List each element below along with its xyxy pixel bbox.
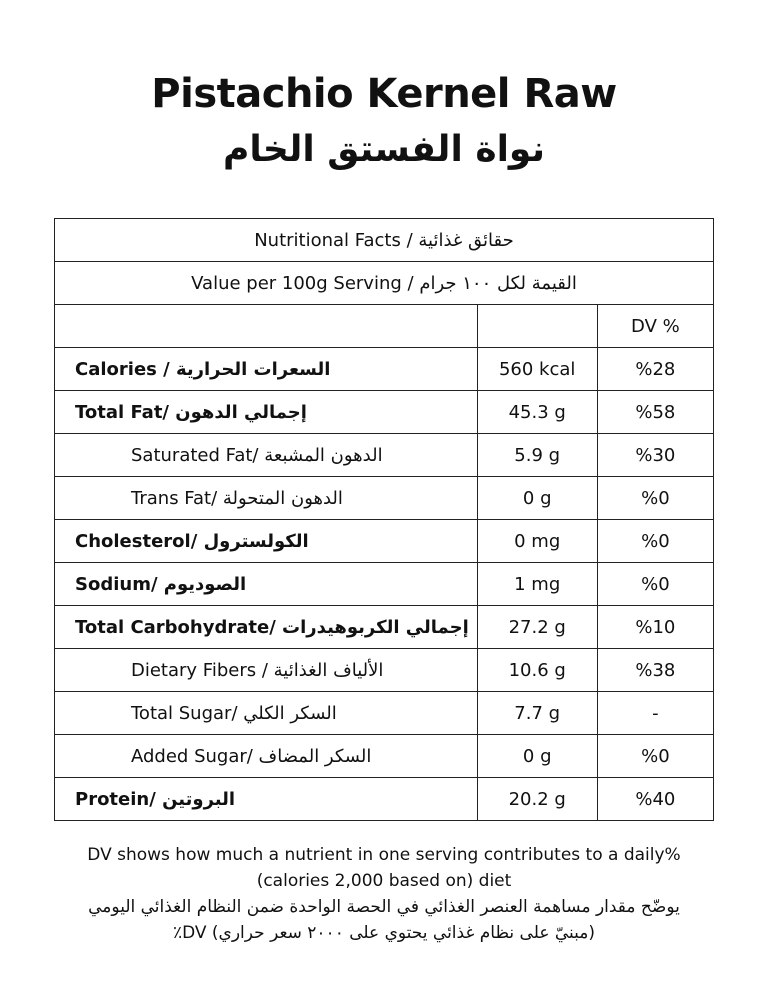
product-title-en: Pistachio Kernel Raw: [151, 71, 617, 117]
table-row: [55, 606, 714, 649]
table-row: [55, 391, 714, 434]
footnote-en-line1: DV shows how much a nutrient in one serving contributes to a daily%: [87, 845, 681, 865]
column-header-row: [55, 305, 714, 348]
product-title-ar: نواة الفستق الخام: [223, 129, 545, 170]
table-row: [55, 735, 714, 778]
nutrient-label: Total Sugar/ السكر الكلي: [55, 692, 478, 735]
nutrient-value: 0 mg: [477, 520, 597, 563]
nutrient-dv: %0: [597, 520, 713, 563]
nutrient-label: Total Carbohydrate/ إجمالي الكربوهيدرات: [55, 606, 478, 649]
nutrient-value: 0 g: [477, 477, 597, 520]
nutrient-value: 10.6 g: [477, 649, 597, 692]
nutrient-label: Saturated Fat/ الدهون المشبعة: [55, 434, 478, 477]
nutrient-dv: %28: [597, 348, 713, 391]
nutrient-value: 0 g: [477, 735, 597, 778]
nutrient-dv: %58: [597, 391, 713, 434]
nutrient-label: Total Fat/ إجمالي الدهون: [55, 391, 478, 434]
nutrient-dv: %38: [597, 649, 713, 692]
empty-header-cell: [55, 305, 478, 348]
table-row: [55, 563, 714, 606]
table-row: [55, 348, 714, 391]
nutrition-facts-header: Nutritional Facts / حقائق غذائية: [55, 219, 714, 262]
nutrient-dv: %0: [597, 477, 713, 520]
serving-size-label: Value per 100g Serving / القيمة لكل ١٠٠ جرام: [55, 262, 714, 305]
nutrient-dv: %10: [597, 606, 713, 649]
nutrient-label: Sodium/ الصوديوم: [55, 563, 478, 606]
empty-header-cell: [477, 305, 597, 348]
nutrient-label: Calories / السعرات الحرارية: [55, 348, 478, 391]
nutrient-label: Trans Fat/ الدهون المتحولة: [55, 477, 478, 520]
nutrient-label: Dietary Fibers / الألياف الغذائية: [55, 649, 478, 692]
table-row: [55, 520, 714, 563]
table-row: [55, 692, 714, 735]
nutrient-dv: %40: [597, 778, 713, 821]
nutrient-value: 560 kcal: [477, 348, 597, 391]
table-header-row: [55, 219, 714, 262]
footnote-en-line2: (calories 2,000 based on) diet: [256, 871, 512, 891]
nutrient-label: Added Sugar/ السكر المضاف: [55, 735, 478, 778]
nutrient-value: 7.7 g: [477, 692, 597, 735]
dv-column-header: DV %: [597, 305, 713, 348]
nutrient-dv: %0: [597, 735, 713, 778]
footnote: [0, 842, 768, 946]
nutrient-dv: -: [597, 692, 713, 735]
table-row: [55, 477, 714, 520]
footnote-ar-line1: يوضّح مقدار مساهمة العنصر الغذائي في الحصة الواحدة ضمن النظام الغذائي اليومي: [88, 897, 680, 917]
table-row: [55, 649, 714, 692]
nutrient-value: 20.2 g: [477, 778, 597, 821]
nutrient-dv: %30: [597, 434, 713, 477]
nutrient-value: 27.2 g: [477, 606, 597, 649]
nutrient-value: 1 mg: [477, 563, 597, 606]
nutrient-value: 5.9 g: [477, 434, 597, 477]
nutrient-dv: %0: [597, 563, 713, 606]
nutrient-label: Protein/ البروتين: [55, 778, 478, 821]
table-row: [55, 434, 714, 477]
serving-row: [55, 262, 714, 305]
nutrient-value: 45.3 g: [477, 391, 597, 434]
nutrition-facts-table: [54, 218, 714, 821]
table-row: [55, 778, 714, 821]
nutrient-label: Cholesterol/ الكولسترول: [55, 520, 478, 563]
footnote-ar-line2: (مبنيّ على نظام غذائي يحتوي على ٢٠٠٠ سعر حراري) DV٪: [172, 923, 596, 943]
